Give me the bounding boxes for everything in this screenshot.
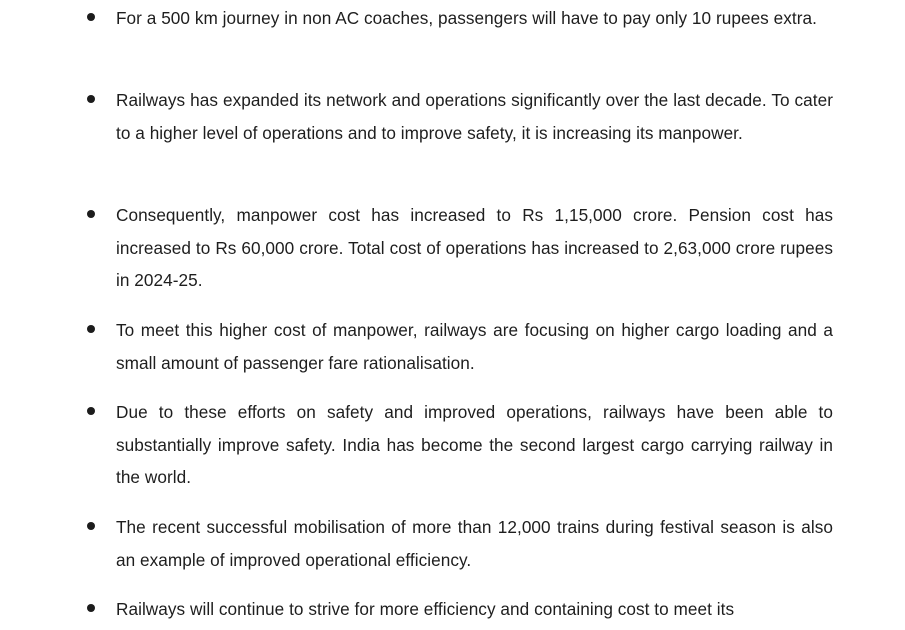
bullet-text: Railways has expanded its network and operations significantly over the last decade. To cater to a higher level of operations and to improve safety, it is increasing its manpower. [116, 90, 833, 143]
bullet-icon [87, 210, 95, 218]
bullet-text: The recent successful mobilisation of more than 12,000 trains during festival season is also an example of improved operational efficiency. [116, 517, 833, 570]
bullet-icon [87, 13, 95, 21]
bullet-icon [87, 325, 95, 333]
bullet-icon [87, 604, 95, 612]
bullet-icon [87, 95, 95, 103]
bullet-text: Due to these efforts on safety and improved operations, railways have been able to substantially improve safety. India has become the second largest cargo carrying railway in the world. [116, 402, 833, 487]
bullet-text: For a 500 km journey in non AC coaches, passengers will have to pay only 10 rupees extra. [116, 8, 817, 28]
bullet-icon [87, 522, 95, 530]
bullet-text: Railways will continue to strive for more efficiency and containing cost to meet its [116, 599, 735, 619]
bullet-text: Consequently, manpower cost has increased to Rs 1,15,000 crore. Pension cost has increased to Rs 60,000 crore. Total cost of operations has increased to 2,63,000 crore rupees in 2024-25. [116, 205, 833, 290]
bullet-icon [87, 407, 95, 415]
bullet-text: To meet this higher cost of manpower, railways are focusing on higher cargo loading and a small amount of passenger fare rationalisation. [116, 320, 833, 373]
